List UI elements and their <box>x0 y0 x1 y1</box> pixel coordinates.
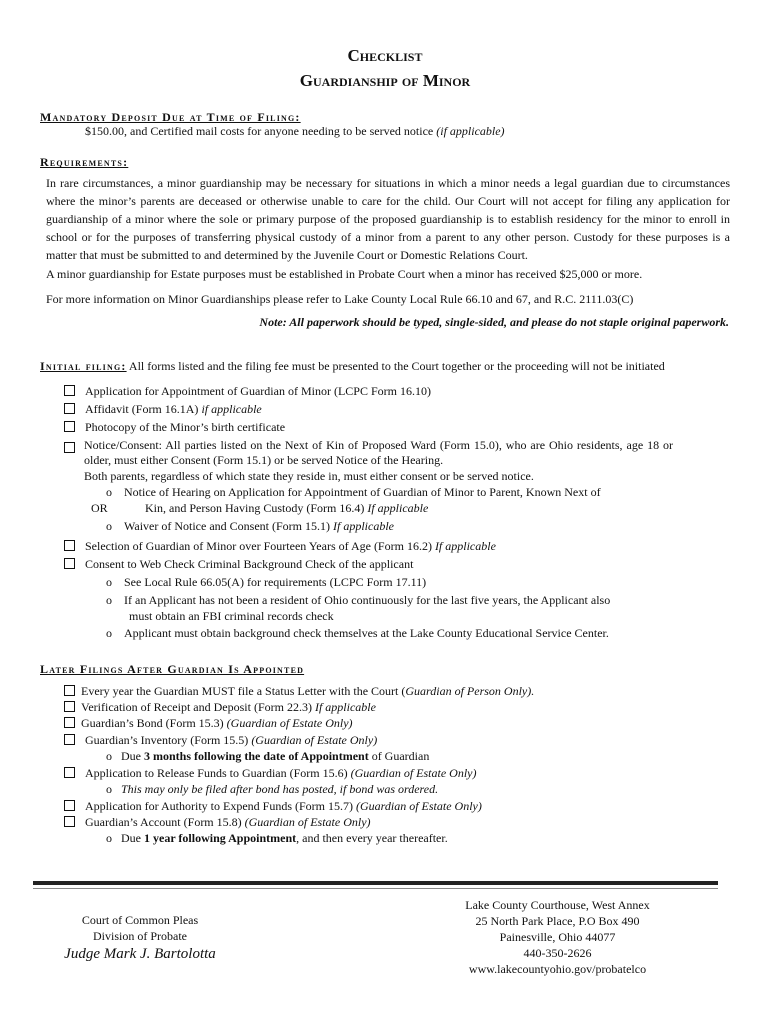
checkbox[interactable] <box>64 421 75 432</box>
footer-judge: Judge Mark J. Bartolotta <box>64 946 216 962</box>
footer-court-name: Court of Common Pleas <box>81 913 199 927</box>
later-sub-account-due: o Due 1 year following Appointment, and then every year thereafter. <box>106 831 448 845</box>
footer-street: 25 North Park Place, P.O Box 490 <box>475 914 640 928</box>
checkbox[interactable] <box>64 767 75 778</box>
later-item-verification[interactable]: Verification of Receipt and Deposit (Form 22.3) If applicable <box>64 700 376 715</box>
requirements-paragraph: In rare circumstances, a minor guardianship may be necessary for situations in which a minor needs a legal guardian due to circumstances where the minor’s parents are deceased or otherwise unable to care for the child. Our Court will not accept for filing any application for guardianship of a minor where the sole or primary purpose of the proposed guardianship is to establish residency for the minor to enroll in school or for the purposes of transferring physical custody of a minor from a parent to any other person. Custody for these purposes is a matter that must be submitted to and determined by the Juvenile Court or Domestic Relations Court. <box>46 176 730 262</box>
footer-address <box>420 897 695 977</box>
title-checklist: Checklist <box>347 46 423 65</box>
later-item-account[interactable]: Guardian’s Account (Form 15.8) (Guardian of Estate Only) <box>64 815 371 830</box>
sub-item-notice-continued: Kin, and Person Having Custody (Form 16.4) If applicable <box>145 501 429 515</box>
later-item-status-letter[interactable]: Every year the Guardian MUST file a Status Letter with the Court (Guardian of Person Only). <box>64 684 534 699</box>
requirements-note: Note: All paperwork should be typed, single-sided, and please do not staple original paperwork. <box>259 315 729 329</box>
checklist-item-application[interactable]: Application for Appointment of Guardian of Minor (LCPC Form 16.10) <box>64 384 431 399</box>
deposit-heading: Mandatory Deposit Due at Time of Filing: <box>40 110 301 124</box>
sub-item-fbi: o If an Applicant has not been a resident of Ohio continuously for the last five years, the Applicant also <box>106 593 611 607</box>
footer-city: Painesville, Ohio 44077 <box>499 930 616 944</box>
checkbox[interactable] <box>64 403 75 414</box>
initial-filing-heading: Initial filing: <box>40 359 127 373</box>
checkbox[interactable] <box>64 385 75 396</box>
deposit-text: $150.00, and Certified mail costs for anyone needing to be served notice (if applicable) <box>85 124 505 138</box>
later-filings-heading: Later Filings After Guardian Is Appointed <box>40 662 305 676</box>
checkbox[interactable] <box>64 442 75 453</box>
footer-divider <box>33 881 718 885</box>
requirements-more-info: For more information on Minor Guardianships please refer to Lake County Local Rule 66.10 and 67, and R.C. 2111.03(C) <box>46 292 634 306</box>
later-item-inventory[interactable]: Guardian’s Inventory (Form 15.5) (Guardian of Estate Only) <box>64 733 377 748</box>
notice-consent-parents: Both parents, regardless of which state they reside in, must either consent or be served notice. <box>84 469 534 483</box>
footer-phone: 440-350-2626 <box>523 946 592 960</box>
checklist-item-notice-consent: Notice/Consent: All parties listed on the Next of Kin of Proposed Ward (Form 15.0), who are Ohio residents, age 18 or older, must either Consent (Form 15.1) or be served Notice of the Hearing. <box>84 438 673 467</box>
checklist-item-background-check[interactable]: Consent to Web Check Criminal Background Check of the applicant <box>64 557 413 572</box>
sub-item-waiver: o Waiver of Notice and Consent (Form 15.1) If applicable <box>106 519 394 533</box>
later-sub-inventory-due: o Due 3 months following the date of Appointment of Guardian <box>106 749 430 763</box>
or-label: OR <box>91 501 108 515</box>
later-item-bond[interactable]: Guardian’s Bond (Form 15.3) (Guardian of Estate Only) <box>64 716 353 731</box>
checkbox[interactable] <box>64 540 75 551</box>
later-item-expend-funds[interactable]: Application for Authority to Expend Funds (Form 15.7) (Guardian of Estate Only) <box>64 799 482 814</box>
checklist-item-affidavit[interactable]: Affidavit (Form 16.1A) if applicable <box>64 402 262 417</box>
checkbox[interactable] <box>64 800 75 811</box>
requirements-estate: A minor guardianship for Estate purposes must be established in Probate Court when a minor has received $25,000 or more. <box>46 267 643 281</box>
sub-item-fbi-continued: must obtain an FBI criminal records check <box>129 609 334 623</box>
title-guardianship: Guardianship of Minor <box>299 71 471 90</box>
sub-item-local-rule: o See Local Rule 66.05(A) for requirements (LCPC Form 17.11) <box>106 575 427 589</box>
initial-filing-line: Initial filing: All forms listed and the filing fee must be presented to the Court together or the proceeding will not be initiated <box>40 359 665 373</box>
footer-website-link[interactable]: www.lakecountyohio.gov/probatelco <box>468 962 647 976</box>
sub-item-educational-center: o Applicant must obtain background check themselves at the Lake County Educational Service Center. <box>106 626 609 640</box>
checkbox[interactable] <box>64 816 75 827</box>
checklist-item-selection[interactable]: Selection of Guardian of Minor over Fourteen Years of Age (Form 16.2) If applicable <box>64 539 496 554</box>
sub-item-notice-of-hearing: o Notice of Hearing on Application for Appointment of Guardian of Minor to Parent, Known Next of <box>106 485 601 499</box>
footer-court-info <box>40 912 240 962</box>
requirements-heading: Requirements: <box>40 155 129 169</box>
later-item-release-funds[interactable]: Application to Release Funds to Guardian (Form 15.6) (Guardian of Estate Only) <box>64 766 477 781</box>
checkbox[interactable] <box>64 734 75 745</box>
footer-divider-thin <box>33 888 718 889</box>
checkbox[interactable] <box>64 558 75 569</box>
later-sub-bond-note: o This may only be filed after bond has posted, if bond was ordered. <box>106 782 439 796</box>
footer-courthouse: Lake County Courthouse, West Annex <box>465 898 650 912</box>
checkbox[interactable] <box>64 685 75 696</box>
checkbox[interactable] <box>64 701 75 712</box>
checklist-item-birth-certificate[interactable]: Photocopy of the Minor’s birth certificate <box>64 420 285 435</box>
checkbox[interactable] <box>64 717 75 728</box>
footer-division: Division of Probate <box>93 929 187 943</box>
